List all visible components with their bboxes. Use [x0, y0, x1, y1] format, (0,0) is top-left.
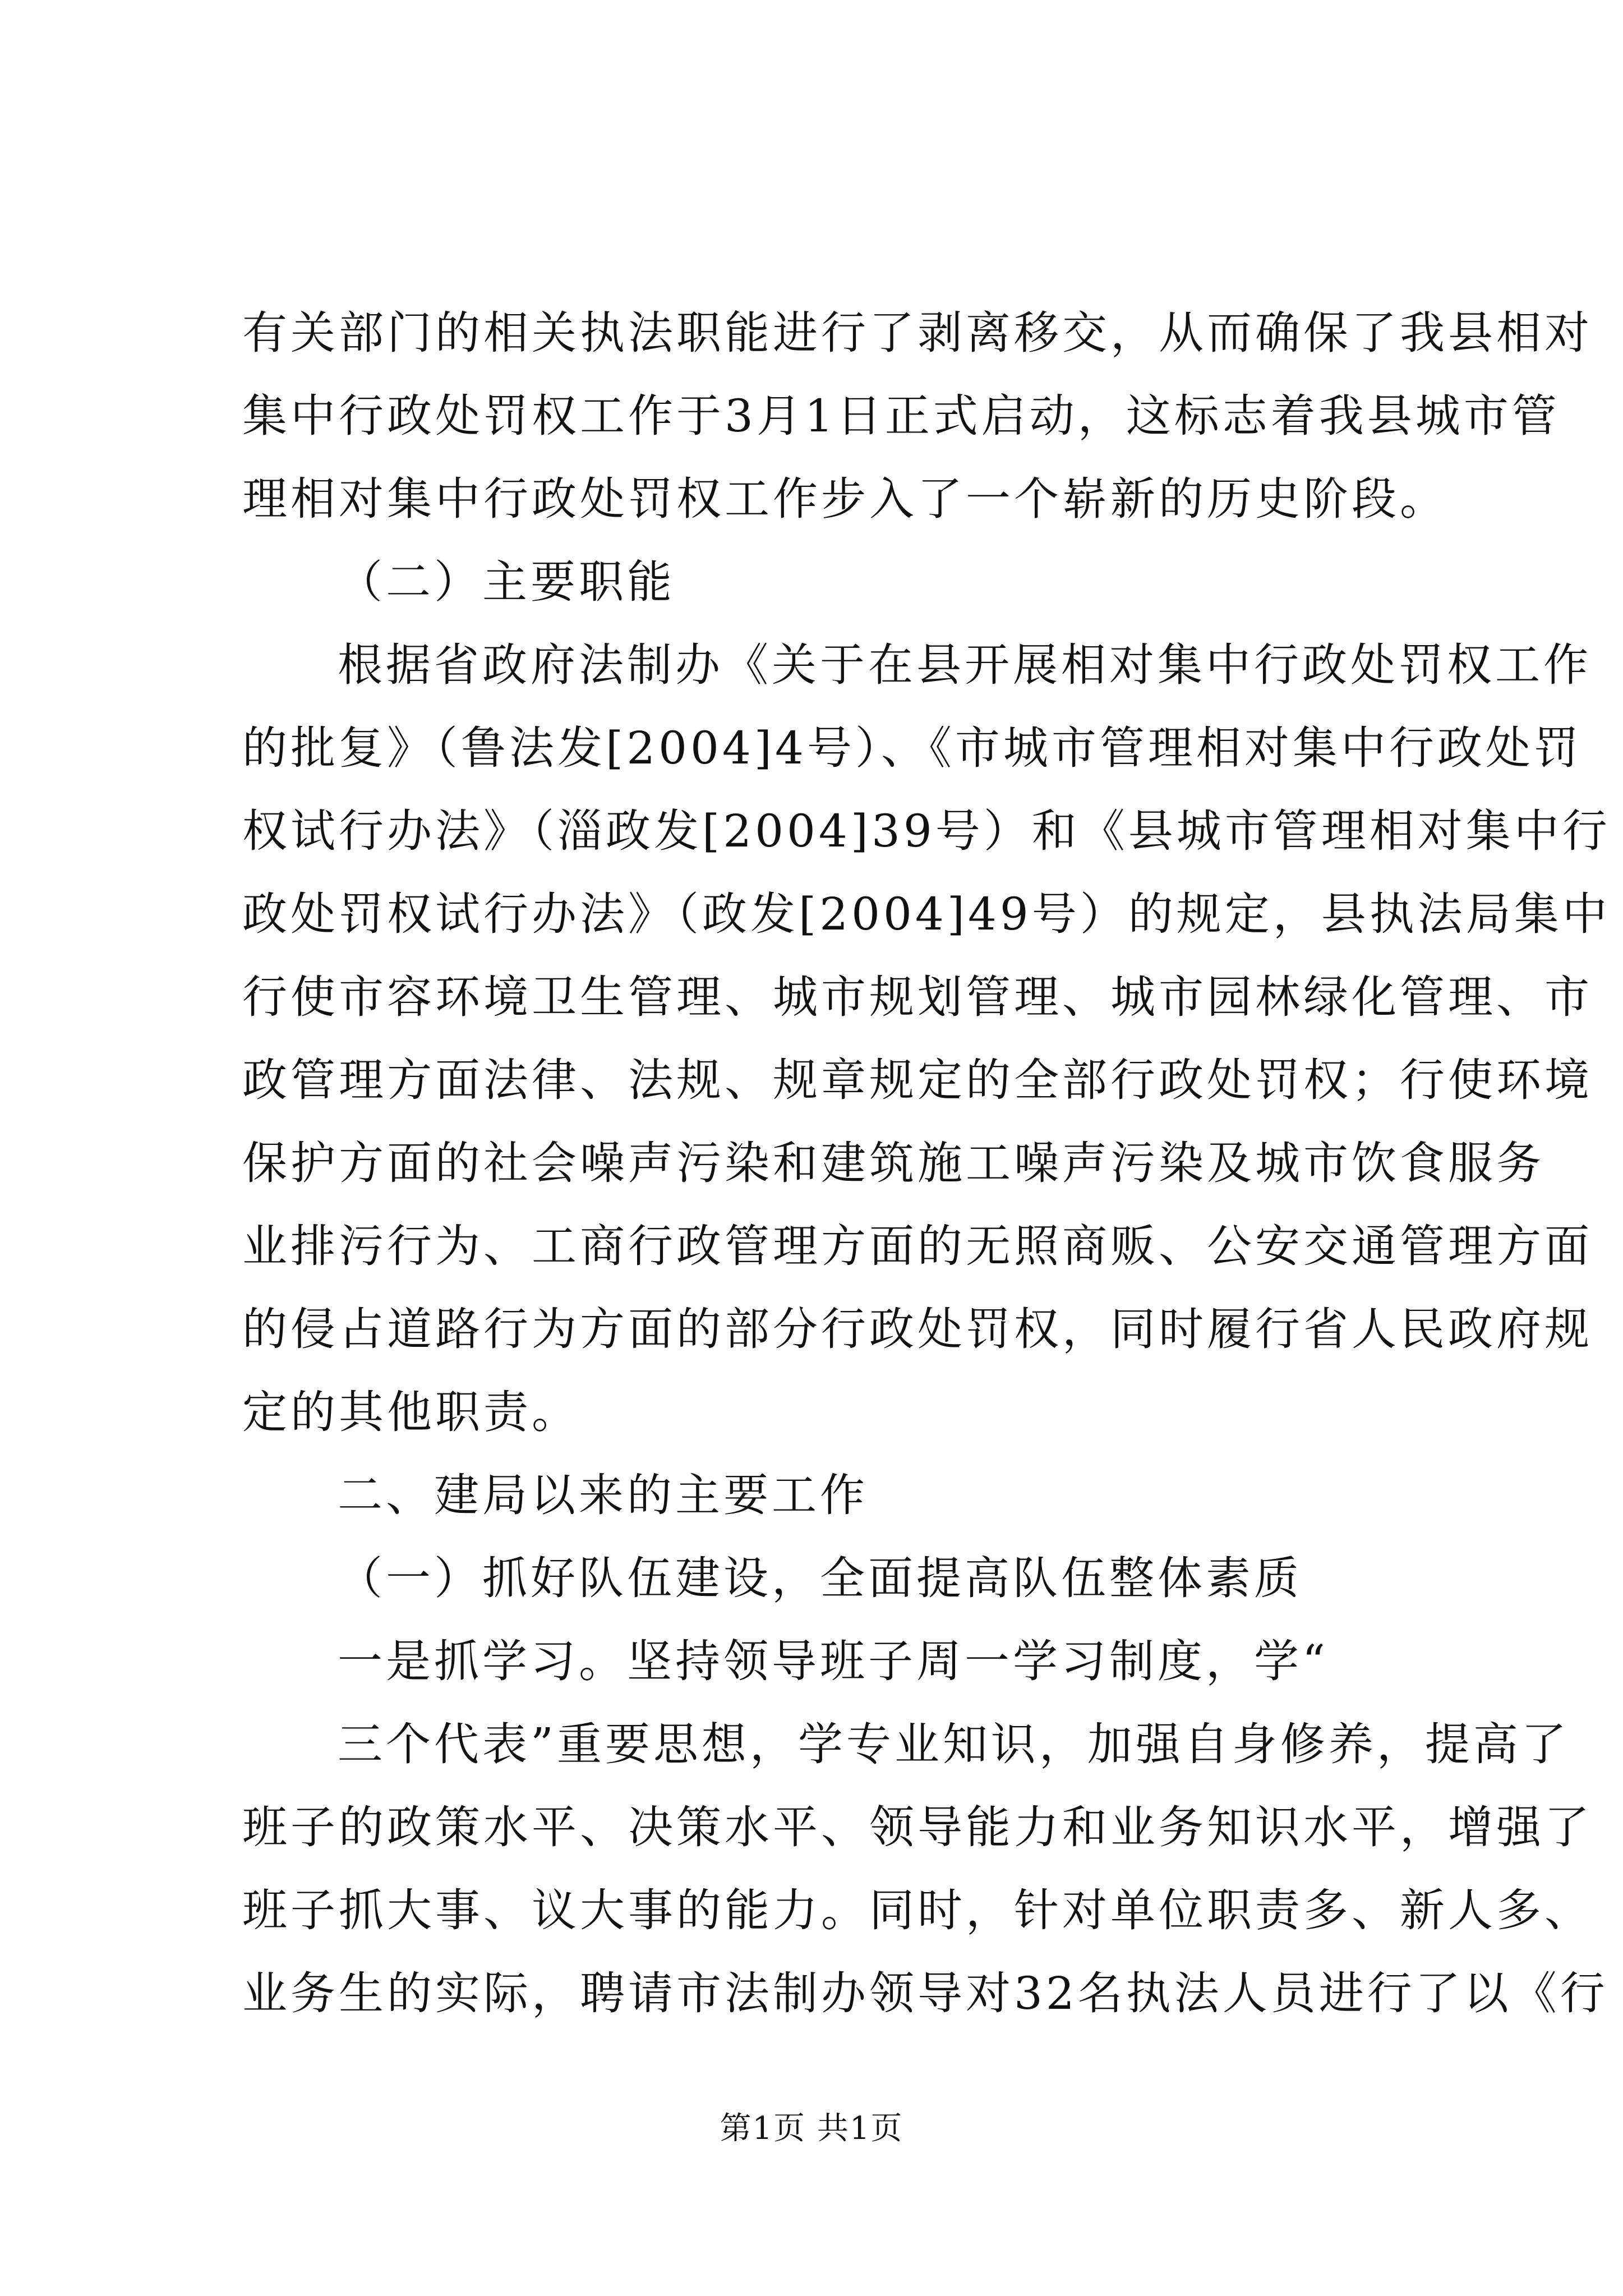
text-line: 有关部门的相关执法职能进行了剥离移交，从而确保了我县相对 — [242, 307, 1593, 359]
text-line: 班子的政策水平、决策水平、领导能力和业务知识水平，增强了 — [242, 1801, 1593, 1853]
text-line: 权试行办法》（淄政发[2004]39号）和《县城市管理相对集中行 — [242, 805, 1611, 857]
text-line: 的批复》（鲁法发[2004]4号）、《市城市管理相对集中行政处罚 — [242, 722, 1582, 774]
document-body — [242, 292, 1611, 2035]
text-line: 根据省政府法制办《关于在县开展相对集中行政处罚权工作 — [338, 639, 1592, 691]
text-line: 理相对集中行政处罚权工作步入了一个崭新的历史阶段。 — [242, 473, 1448, 525]
text-line: 集中行政处罚权工作于3月1日正式启动，这标志着我县城市管 — [242, 390, 1560, 442]
text-line: （二）主要职能 — [338, 556, 675, 608]
text-line: 政管理方面法律、法规、规章规定的全部行政处罚权；行使环境 — [242, 1054, 1593, 1106]
text-line: 保护方面的社会噪声污染和建筑施工噪声污染及城市饮食服务 — [242, 1137, 1544, 1189]
text-line: 班子抓大事、议大事的能力。同时，针对单位职责多、新人多、 — [242, 1884, 1593, 1936]
page-footer: 第1页 共1页 — [720, 2110, 903, 2147]
text-line: 政处罚权试行办法》（政发[2004]49号）的规定，县执法局集中 — [242, 888, 1611, 940]
text-line: 一是抓学习。坚持领导班子周一学习制度，学“ — [338, 1635, 1329, 1687]
text-line: 业排污行为、工商行政管理方面的无照商贩、公安交通管理方面 — [242, 1220, 1593, 1272]
text-line: 的侵占道路行为方面的部分行政处罚权，同时履行省人民政府规 — [242, 1303, 1593, 1355]
text-line: 业务生的实际，聘请市法制办领导对32名执法人员进行了以《行 — [242, 1967, 1608, 2019]
text-line: 三个代表”重要思想，学专业知识，加强自身修养，提高了 — [338, 1718, 1570, 1770]
text-line: （一）抓好队伍建设，全面提高队伍整体素质 — [338, 1552, 1302, 1604]
text-line: 行使市容环境卫生管理、城市规划管理、城市园林绿化管理、市 — [242, 971, 1593, 1023]
text-line: 二、建局以来的主要工作 — [338, 1469, 868, 1521]
text-line: 定的其他职责。 — [242, 1386, 580, 1438]
